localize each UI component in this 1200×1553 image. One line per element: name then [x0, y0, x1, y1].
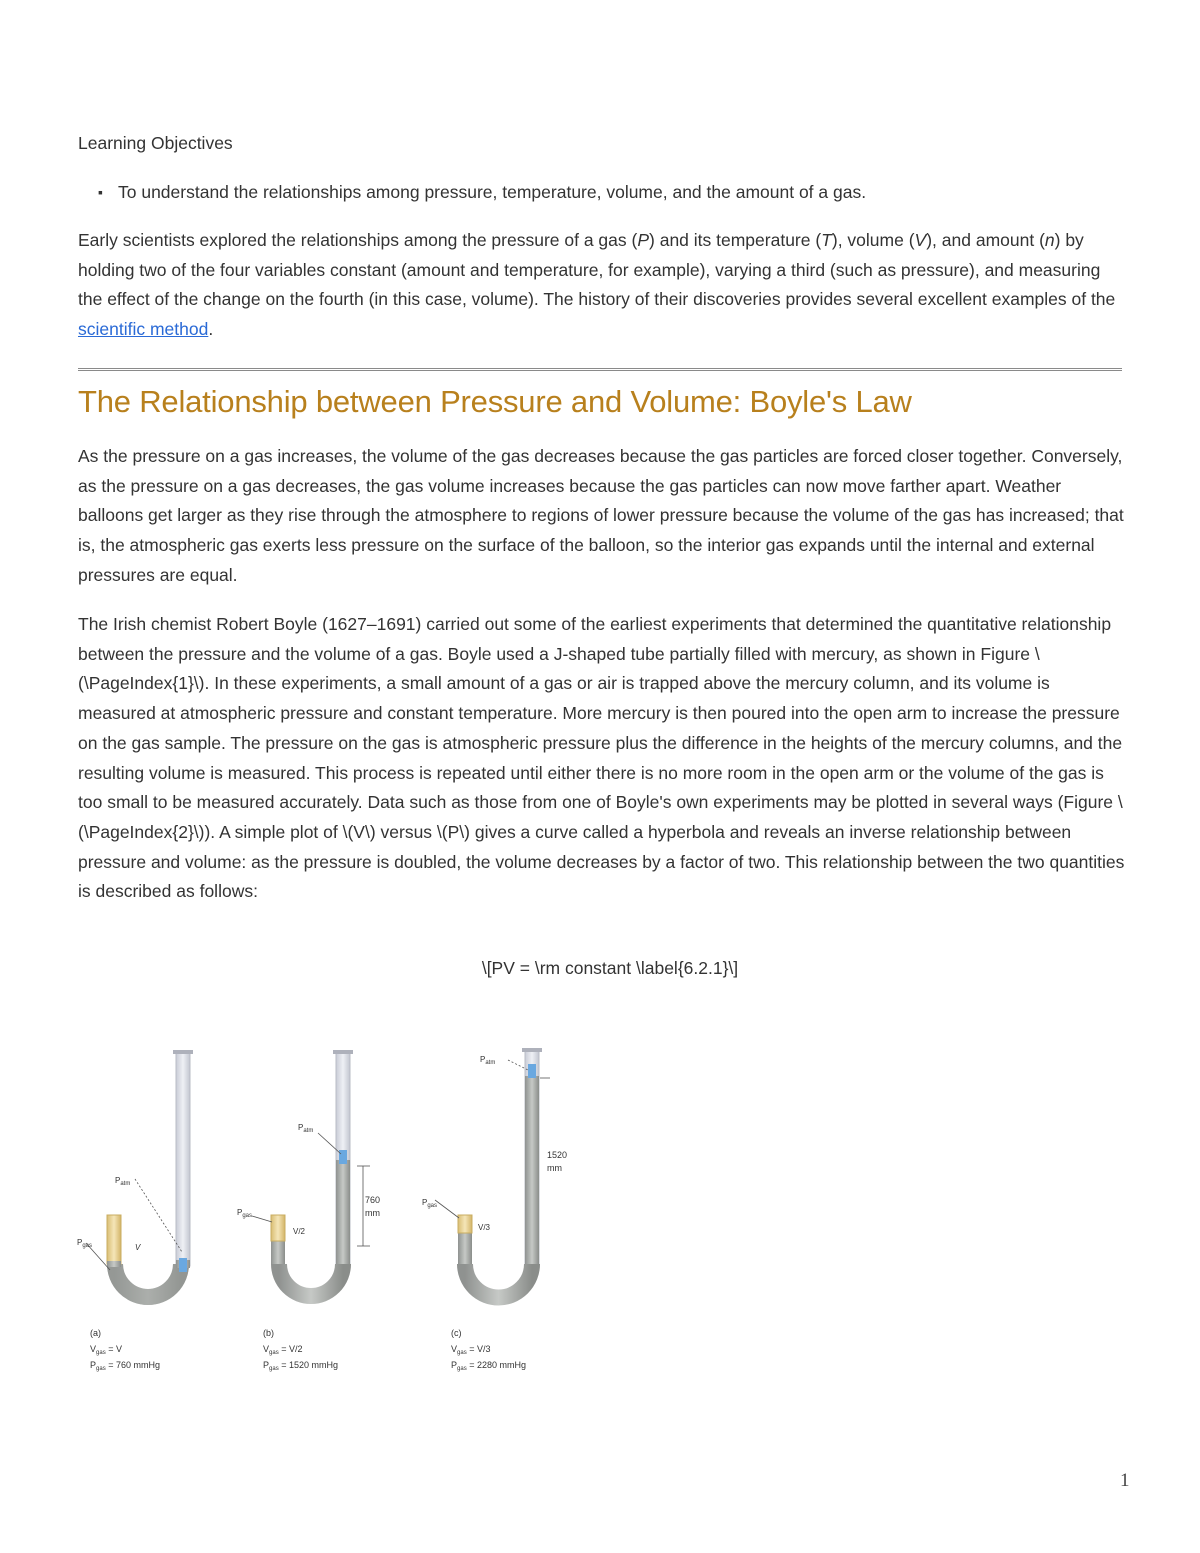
page-number: 1: [1120, 1470, 1130, 1491]
a-caption-pressure: $P_{gas} = 760$ mmHg: [90, 1360, 160, 1372]
b-caption-volume: $V_{gas} = V/2$: [263, 1344, 303, 1356]
bullet-icon: ▪: [98, 184, 103, 200]
j-tube-diagram: [60, 1040, 580, 1380]
c-height-value: 1520: [547, 1150, 568, 1160]
objective-text: To understand the relationships among pressure, temperature, volume, and the amount of a gas.: [118, 182, 867, 202]
section-divider: [78, 368, 1122, 371]
tube-c: [422, 1048, 567, 1372]
boyle-experiment-paragraph: The Irish chemist Robert Boyle (1627–1691) carried out some of the earliest experiments that determined the quantitative relationship between the pressure and the volume of a gas. Boyle used a J-shaped tube partially filled with mercury, as shown in Figure \(\PageIndex{1}\). In these experiments, a small amount of a gas or air is trapped above the mercury column, and its volume is measured at atmospheric pressure and constant temperature. More mercury is then poured into the open arm to increase the pressure on the gas sample. The pressure on the gas is atmospheric pressure plus the difference in the heights of the mercury columns, and the resulting volume is measured. This process is repeated until either there is no more room in the open arm or the volume of the gas is too small to be measured accurately. Data such as those from one of Boyle's own experiments may be plotted in several ways (Figure \(\PageIndex{2}\)). A simple plot of \(V\) versus \(P\) gives a curve called a hyperbola and reveals an inverse relationship between pressure and volume: as the pressure is doubled, the volume decreases by a factor of two. This relationship between the two quantities is described as follows:: [78, 614, 1125, 902]
a-caption-volume: $V_{gas} = V$: [90, 1344, 122, 1356]
b-patm-label: $P_{atm}$: [298, 1123, 314, 1134]
b-caption-pressure: $P_{gas} = 1520$ mmHg: [263, 1360, 338, 1372]
c-height-unit: mm: [547, 1163, 562, 1173]
a-volume-label: V: [135, 1243, 141, 1252]
learning-objectives-list: [78, 180, 1138, 204]
b-height-value: 760: [365, 1195, 381, 1205]
c-patm-label: $P_{atm}$: [480, 1055, 496, 1066]
a-caption-letter: (a): [90, 1328, 101, 1338]
c-caption-letter: (c): [451, 1328, 462, 1338]
b-pgas-label: $P_{gas}$: [237, 1208, 253, 1219]
b-height-unit: mm: [365, 1208, 380, 1218]
c-volume-label: V/3: [478, 1223, 491, 1232]
c-caption-volume: $V_{gas} = V/3$: [451, 1344, 491, 1356]
boyle-j-tube-figure: [60, 1040, 580, 1380]
b-caption-letter: (b): [263, 1328, 274, 1338]
boyle-equation: \[PV = \rm constant \label{6.2.1}\]: [481, 958, 739, 978]
tube-b: [237, 1050, 380, 1372]
tube-a: [77, 1050, 193, 1372]
section-heading: The Relationship between Pressure and Volume: Boyle's Law: [78, 384, 912, 419]
a-pgas-label: $P_{gas}$: [77, 1238, 93, 1249]
learning-objectives-title: Learning Objectives: [78, 133, 233, 153]
pressure-volume-paragraph: As the pressure on a gas increases, the volume of the gas decreases because the gas particles are forced closer together. Conversely, as the pressure on a gas decreases, the gas volume increases because the gas particles can now move farther apart. Weather balloons get larger as they rise through the atmosphere to regions of lower pressure because the volume of the gas has increased; that is, the atmospheric gas exerts less pressure on the surface of the balloon, so the interior gas expands until the internal and external pressures are equal.: [78, 446, 1124, 585]
c-caption-pressure: $P_{gas} = 2280$ mmHg: [451, 1360, 526, 1372]
c-pgas-label: $P_{gas}$: [422, 1198, 438, 1209]
a-patm-label: $P_{atm}$: [115, 1176, 131, 1187]
intro-paragraph: Early scientists explored the relationships among the pressure of a gas (P) and its temperature (T), volume (V), and amount (n) by holding two of the four variables constant (amount and temperature, for example), varying a third (such as pressure), and measuring the effect of the change on the fourth (in this case, volume). The history of their discoveries provides several excellent examples of the scientific method.: [78, 230, 1116, 340]
b-volume-label: V/2: [293, 1227, 306, 1236]
list-item: [78, 180, 1138, 204]
scientific-method-link[interactable]: scientific method: [78, 319, 209, 340]
